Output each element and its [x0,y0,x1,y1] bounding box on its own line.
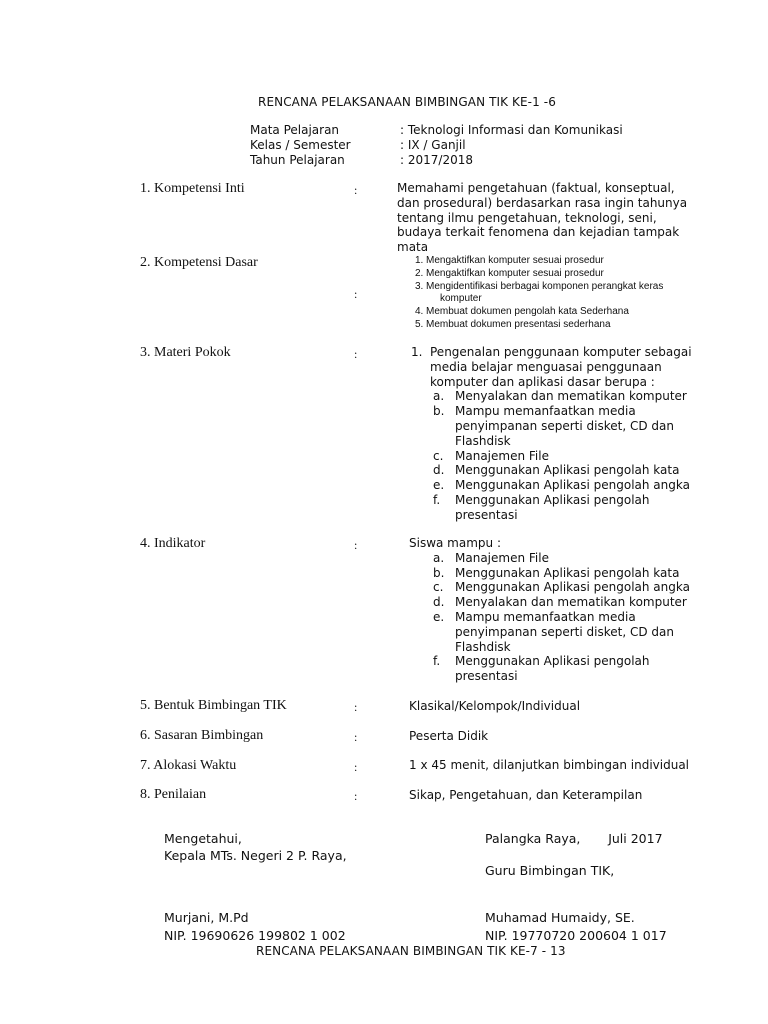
indikator-letter: f. [433,654,441,669]
section-label-sasaran: 6. Sasaran Bimbingan [140,728,264,743]
sig-left-line2: Kepala MTs. Negeri 2 P. Raya, [164,848,347,863]
section-label-alokasi: 7. Alokasi Waktu [140,758,237,773]
penilaian-value: Sikap, Pengetahuan, dan Keterampilan [409,788,643,802]
sig-right-place-date: Palangka Raya, Juli 2017 [485,831,663,846]
ki-line: budaya terkait fenomena dan kejadian tampak [397,225,680,240]
indikator-letter: a. [433,550,445,565]
bentuk-value: Klasikal/Kelompok/Individual [409,699,581,713]
info-label-year: Tahun Pelajaran [250,153,345,167]
kd-num: 3. [415,281,424,292]
sasaran-value: Peserta Didik [409,729,489,743]
info-value-class: : IX / Ganjil [400,138,466,152]
kd-num: 2. [415,268,424,279]
materi-intro-line: Pengenalan penggunaan komputer sebagai [430,345,692,359]
kd-text: Membuat dokumen pengolah kata Sederhana [426,306,629,317]
section-label-ki: 1. Kompetensi Inti [140,181,245,196]
indikator-item-line: Manajemen File [455,550,549,565]
materi-letter: b. [433,404,445,419]
indikator-item-line: Menggunakan Aplikasi pengolah kata [455,565,680,580]
kd-list [415,254,715,334]
sig-left-name: Murjani, M.Pd [164,910,249,925]
indikator-letter: e. [433,610,445,624]
indikator-item-line: Flashdisk [455,639,511,654]
indikator-letter: d. [433,595,445,610]
sig-left-nip: NIP. 19690626 199802 1 002 [164,928,346,943]
sig-right-role: Guru Bimbingan TIK, [485,863,615,878]
kd-text: Membuat dokumen presentasi sederhana [426,319,611,330]
section-label-materi: 3. Materi Pokok [140,345,231,360]
info-label-class: Kelas / Semester [250,138,351,152]
materi-letter: d. [433,463,445,478]
ki-content [397,181,687,255]
ki-line: tentang ilmu pengetahuan, teknologi, seni, [397,210,657,225]
kd-num: 1. [415,255,424,266]
materi-content [411,345,711,525]
section-label-indikator: 4. Indikator [140,536,206,551]
materi-intro-line: media belajar menguasai penggunaan [430,359,662,374]
materi-letter: c. [433,448,444,463]
materi-intro-line: komputer dan aplikasi dasar berupa : [430,374,655,389]
colon: : [354,789,358,803]
colon: : [354,538,358,552]
materi-item-line: Manajemen File [455,448,549,463]
materi-item-line: presentasi [455,507,518,522]
indikator-item-line: presentasi [455,669,518,684]
indikator-letter: c. [433,580,444,595]
indikator-item-line: Menyalakan dan mematikan komputer [455,595,687,610]
section-label-penilaian: 8. Penilaian [140,787,207,802]
materi-item-line: Menggunakan Aplikasi pengolah [455,493,650,507]
materi-letter: e. [433,478,445,493]
info-value-year: : 2017/2018 [400,153,473,167]
indikator-item-line: Menggunakan Aplikasi pengolah angka [455,580,690,595]
indikator-item-line: Mampu memanfaatkan media [455,610,636,624]
sig-left-line1: Mengetahui, [164,831,242,846]
colon: : [354,760,358,774]
kd-num: 4. [415,306,424,317]
section-label-bentuk: 5. Bentuk Bimbingan TIK [140,698,287,713]
materi-item-line: penyimpanan seperti disket, CD dan [455,419,674,433]
indikator-item-line: Menggunakan Aplikasi pengolah [455,654,650,669]
indikator-item-line: penyimpanan seperti disket, CD dan [455,624,674,639]
kd-text: Mengaktifkan komputer sesuai prosedur [426,255,604,266]
kd-num: 5. [415,319,424,330]
indikator-letter: b. [433,565,445,580]
materi-item-line: Menyalakan dan mematikan komputer [455,389,687,404]
next-section-title: RENCANA PELAKSANAAN BIMBINGAN TIK KE-7 - 13 [256,944,566,958]
info-value-subject: : Teknologi Informasi dan Komunikasi [400,123,623,137]
colon: : [354,730,358,744]
materi-item-line: Mampu memanfaatkan media [455,404,636,419]
colon: : [354,347,358,361]
kd-text: Mengidentifikasi berbagai komponen perangkat keras [426,281,664,292]
ki-line: mata [397,240,429,255]
materi-letter: a. [433,389,445,404]
indikator-intro: Siswa mampu : [409,536,501,550]
materi-letter: f. [433,493,441,507]
ki-line: Memahami pengetahuan (faktual, konseptual, [397,181,675,195]
info-label-subject: Mata Pelajaran [250,123,340,137]
materi-item-line: Flashdisk [455,433,511,448]
kd-text-cont: komputer [440,293,482,304]
sig-right-name: Muhamad Humaidy, SE. [485,910,635,925]
document-title: RENCANA PELAKSANAAN BIMBINGAN TIK KE-1 -6 [258,95,556,109]
colon: : [354,183,358,197]
colon: : [354,700,358,714]
section-label-kd: 2. Kompetensi Dasar [140,255,258,270]
materi-item-line: Menggunakan Aplikasi pengolah angka [455,478,690,493]
indikator-content [409,536,709,696]
kd-text: Mengaktifkan komputer sesuai prosedur [426,268,604,279]
ki-line: dan prosedural) berdasarkan rasa ingin tahunya [397,195,688,210]
materi-num: 1. [411,345,423,359]
materi-item-line: Menggunakan Aplikasi pengolah kata [455,463,680,478]
sig-right-nip: NIP. 19770720 200604 1 017 [485,928,667,943]
colon: : [354,287,358,301]
alokasi-value: 1 x 45 menit, dilanjutkan bimbingan individual [409,758,690,772]
